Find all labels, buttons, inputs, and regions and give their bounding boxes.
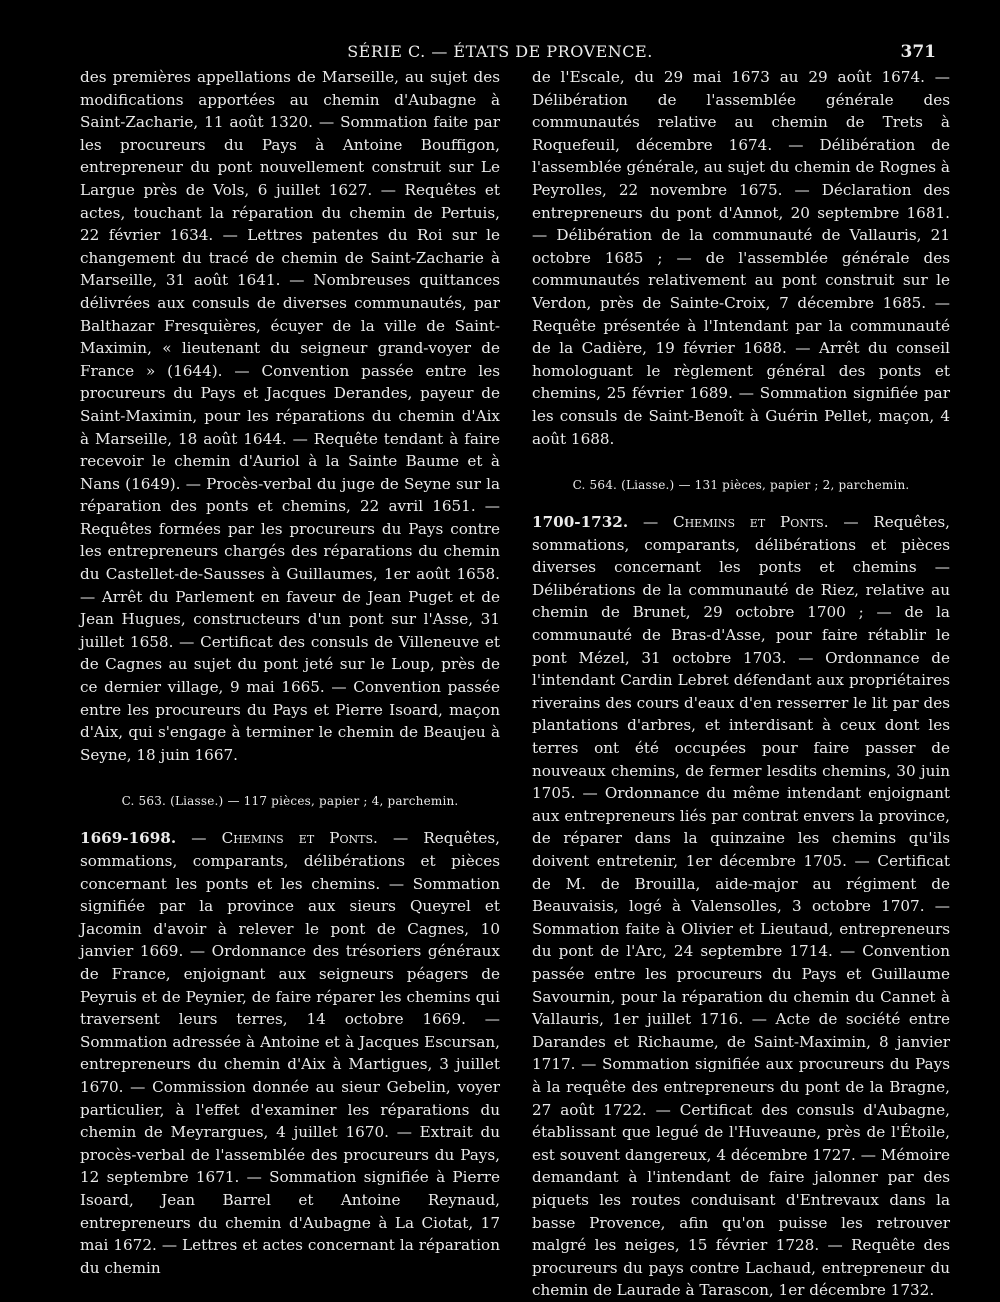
entry-c563: 1669-1698. — Chemins et Ponts. — Requêtes, sommations, comparants, délibérations et pièces concernant les ponts et les chemins. — Sommation signifiée par la province aux sieurs Queyrel et Jacomin d'avoir à relever le pont de Cagnes, 10 janvier 1669. — Ordonnance des trésoriers généraux de France, enjoignant aux seigneurs péagers de Peyruis et de Peynier, de faire réparer les chemins qui traversent leurs terres, 14 octobre 1669. — Sommation adressée à Antoine et à Jacques Escursan, entrepreneurs du chemin d'Aix à Martigues, 3 juillet 1670. — Commission donnée au sieur Gebelin, voyer particulier, à l'effet d'examiner les réparations du chemin de Meyrargues, 4 juillet 1670. — Extrait du procès-verbal de l'assemblée des procureurs du Pays, 12 septembre 1671. — Sommation signifiée à Pierre Isoard, Jean Barrel et Antoine Reynaud, entrepreneurs du chemin d'Aubagne à La Ciotat, 17 mai 1672. — Lettres et actes concernant la réparation du chemin	[80, 829, 500, 1277]
archive-reference-c563: C. 563. (Liasse.) — 117 pièces, papier ; 4, parchemin.	[121, 794, 459, 809]
entry-c564: 1700-1732. — Chemins et Ponts. — Requêtes, sommations, comparants, délibérations et pièces diverses concernant les ponts et chemins — Délibérations de la communauté de Riez, relative au chemin de Brunet, 29 octobre 1700 ; — de la communauté de Bras-d'Asse, pour faire rétablir le pont Mézel, 31 octobre 1703. — Ordonnance de l'intendant Cardin Lebret défendant aux propriétaires riverains des cours d'eaux d'en resserrer le lit par des plantations d'arbres, et interdisant à ceux dont les terres ont été occupées pour faire passer de nouveaux chemins, de fermer lesdits chemins, 30 juin 1705. — Ordonnance du même intendant enjoignant aux entrepreneurs liés par contrat envers la province, de réparer dans la quinzaine les chemins qu'ils doivent entretenir, 1er décembre 1705. — Certificat de M. de Brouilla, aide-major au régiment de Beauvaisis, logé à Valensolles, 3 octobre 1707. — Sommation faite à Olivier et Lieutaud, entrepreneurs du pont de l'Arc, 24 septembre 1714. — Convention passée entre les procureurs du Pays et Guillaume Savournin, pour la réparation du chemin du Cannet à Vallauris, 1er juillet 1716. — Acte de société entre Darandes et Richaume, de Saint-Maximin, 8 janvier 1717. — Sommation signifiée aux procureurs du Pays à la requête des entrepreneurs du pont de la Bragne, 27 août 1722. — Certificat des consuls d'Aubagne, établissant que legué de l'Huveaune, près de l'Étoile, est souvent dangereux, 4 décembre 1727. — Mémoire demandant à l'intendant de faire jalonner par des piquets les routes conduisant d'Entrevaux dans la basse Provence, afin qu'on puisse les retrouver malgré les neiges, 15 février 1728. — Requête des procureurs du pays contre Lachaud, entrepreneur du chemin de Laurade à Tarascon, 1er décembre 1732.	[532, 513, 951, 1300]
entry-text: — Requêtes, sommations, comparants, délibérations et pièces diverses concernant les ponts et chemins — Délibérations de la communauté de Riez, relative au chemin de Brunet, 29 octobre 1700 ; — de la communauté de Bras-d'Asse, pour faire rétablir le pont Mézel, 31 octobre 1703. — Ordonnance de l'intendant Cardin Lebret défendant aux propriétaires riverains des cours d'eaux d'en resserrer le lit par des plantations d'arbres, et interdisant à ceux dont les terres ont été occupées pour faire passer de nouveaux chemins, de fermer lesdits chemins, 30 juin 1705. — Ordonnance du même intendant enjoignant aux entrepreneurs liés par contrat envers la province, de réparer dans la quinzaine les chemins qu'ils doivent entretenir, 1er décembre 1705. — Certificat de M. de Brouilla, aide-major au régiment de Beauvaisis, logé à Valensolles, 3 octobre 1707. — Sommation faite à Olivier et Lieutaud, entrepreneurs du pont de l'Arc, 24 septembre 1714. — Convention passée entre les procureurs du Pays et Guillaume Savournin, pour la réparation du chemin du Cannet à Vallauris, 1er juillet 1716. — Acte de société entre Darandes et Richaume, de Saint-Maximin, 8 janvier 1717. — Sommation signifiée aux procureurs du Pays à la requête des entrepreneurs du pont de la Bragne, 27 août 1722. — Certificat des consuls d'Aubagne, établissant que legué de l'Huveaune, près de l'Étoile, est souvent dangereux, 4 décembre 1727. — Mémoire demandant à l'intendant de faire jalonner par des piquets les routes conduisant d'Entrevaux dans la basse Provence, afin qu'on puisse les retrouver malgré les neiges, 15 février 1728. — Requête des procureurs du pays contre Lachaud, entrepreneur du chemin de Laurade à Tarascon, 1er décembre 1732.	[532, 513, 951, 1300]
entry-dates: 1669-1698.	[80, 829, 177, 848]
entry-category: Chemins et Ponts.	[672, 513, 829, 532]
archive-reference-c564: C. 564. (Liasse.) — 131 pièces, papier ; 2, parchemin.	[572, 478, 910, 493]
entry-text: — Requêtes, sommations, comparants, délibérations et pièces concernant les ponts et les chemins. — Sommation signifiée par la province aux sieurs Queyrel et Jacomin d'avoir à relever le pont de Cagnes, 10 janvier 1669. — Ordonnance des trésoriers généraux de France, enjoignant aux seigneurs péagers de Peyruis et de Peynier, de faire réparer les chemins qui traversent leurs terres, 14 octobre 1669. — Sommation adressée à Antoine et à Jacques Escursan, entrepreneurs du chemin d'Aix à Martigues, 3 juillet 1670. — Commission donnée au sieur Gebelin, voyer particulier, à l'effet d'examiner les réparations du chemin de Meyrargues, 4 juillet 1670. — Extrait du procès-verbal de l'assemblée des procureurs du Pays, 12 septembre 1671. — Sommation signifiée à Pierre Isoard, Jean Barrel et Antoine Reynaud, entrepreneurs du chemin d'Aubagne à La Ciotat, 17 mai 1672. — Lettres et actes concernant la réparation du chemin	[80, 829, 500, 1277]
right-column	[532, 66, 950, 1302]
entry-dates: 1700-1732.	[532, 513, 629, 532]
entry-category: Chemins et Ponts.	[221, 829, 378, 848]
running-header: SÉRIE C. — ÉTATS DE PROVENCE.	[347, 42, 653, 61]
left-column	[80, 66, 500, 1279]
right-continuation-text: de l'Escale, du 29 mai 1673 au 29 août 1674. — Délibération de l'assemblée générale des communautés relative au chemin de Trets à Roquefeuil, décembre 1674. — Délibération de l'assemblée générale, au sujet du chemin de Rognes à Peyrolles, 22 novembre 1675. — Déclaration des entrepreneurs du pont d'Annot, 20 septembre 1681. — Délibération de la communauté de Vallauris, 21 octobre 1685 ; — de l'assemblée générale des communautés relativement au pont construit sur le Verdon, près de Sainte-Croix, 7 décembre 1685. — Requête présentée à l'Intendant par la communauté de la Cadière, 19 février 1688. — Arrêt du conseil homologuant le règlement général des ponts et chemins, 25 février 1689. — Sommation signifiée par les consuls de Saint-Benoît à Guérin Pellet, maçon, 4 août 1688.	[532, 68, 950, 448]
left-continuation-text: des premières appellations de Marseille, au sujet des modifications apportées au chemin d'Aubagne à Saint-Zacharie, 11 août 1320. — Sommation faite par les procureurs du Pays à Antoine Bouffigon, entrepreneur du pont nouvellement construit sur Le Largue près de Vols, 6 juillet 1627. — Requêtes et actes, touchant la réparation du chemin de Pertuis, 22 février 1634. — Lettres patentes du Roi sur le changement du tracé de chemin de Saint-Zacharie à Marseille, 31 août 1641. — Nombreuses quittances délivrées aux consuls de diverses communautés, par Balthazar Fresquières, écuyer de la ville de Saint-Maximin, « lieutenant du seigneur grand-voyer de France » (1644). — Convention passée entre les procureurs du Pays et Jacques Derandes, payeur de Saint-Maximin, pour les réparations du chemin d'Aix à Marseille, 18 août 1644. — Requête tendant à faire recevoir le chemin d'Auriol à la Sainte Baume et à Nans (1649). — Procès-verbal du juge de Seyne sur la réparation des ponts et chemins, 22 avril 1651. — Requêtes formées par les procureurs du Pays contre les entrepreneurs chargés des réparations du chemin du Castellet-de-Sausses à Guillaumes, 1er août 1658. — Arrêt du Parlement en faveur de Jean Puget et de Jean Hugues, constructeurs d'un pont sur l'Asse, 31 juillet 1658. — Certificat des consuls de Villeneuve et de Cagnes au sujet du pont jeté sur le Loup, près de ce dernier village, 9 mai 1665. — Convention passée entre les procureurs du Pays et Pierre Isoard, maçon d'Aix, qui s'engage à terminer le chemin de Beaujeu à Seyne, 18 juin 1667.	[80, 68, 500, 764]
page-number: 371	[900, 42, 936, 62]
